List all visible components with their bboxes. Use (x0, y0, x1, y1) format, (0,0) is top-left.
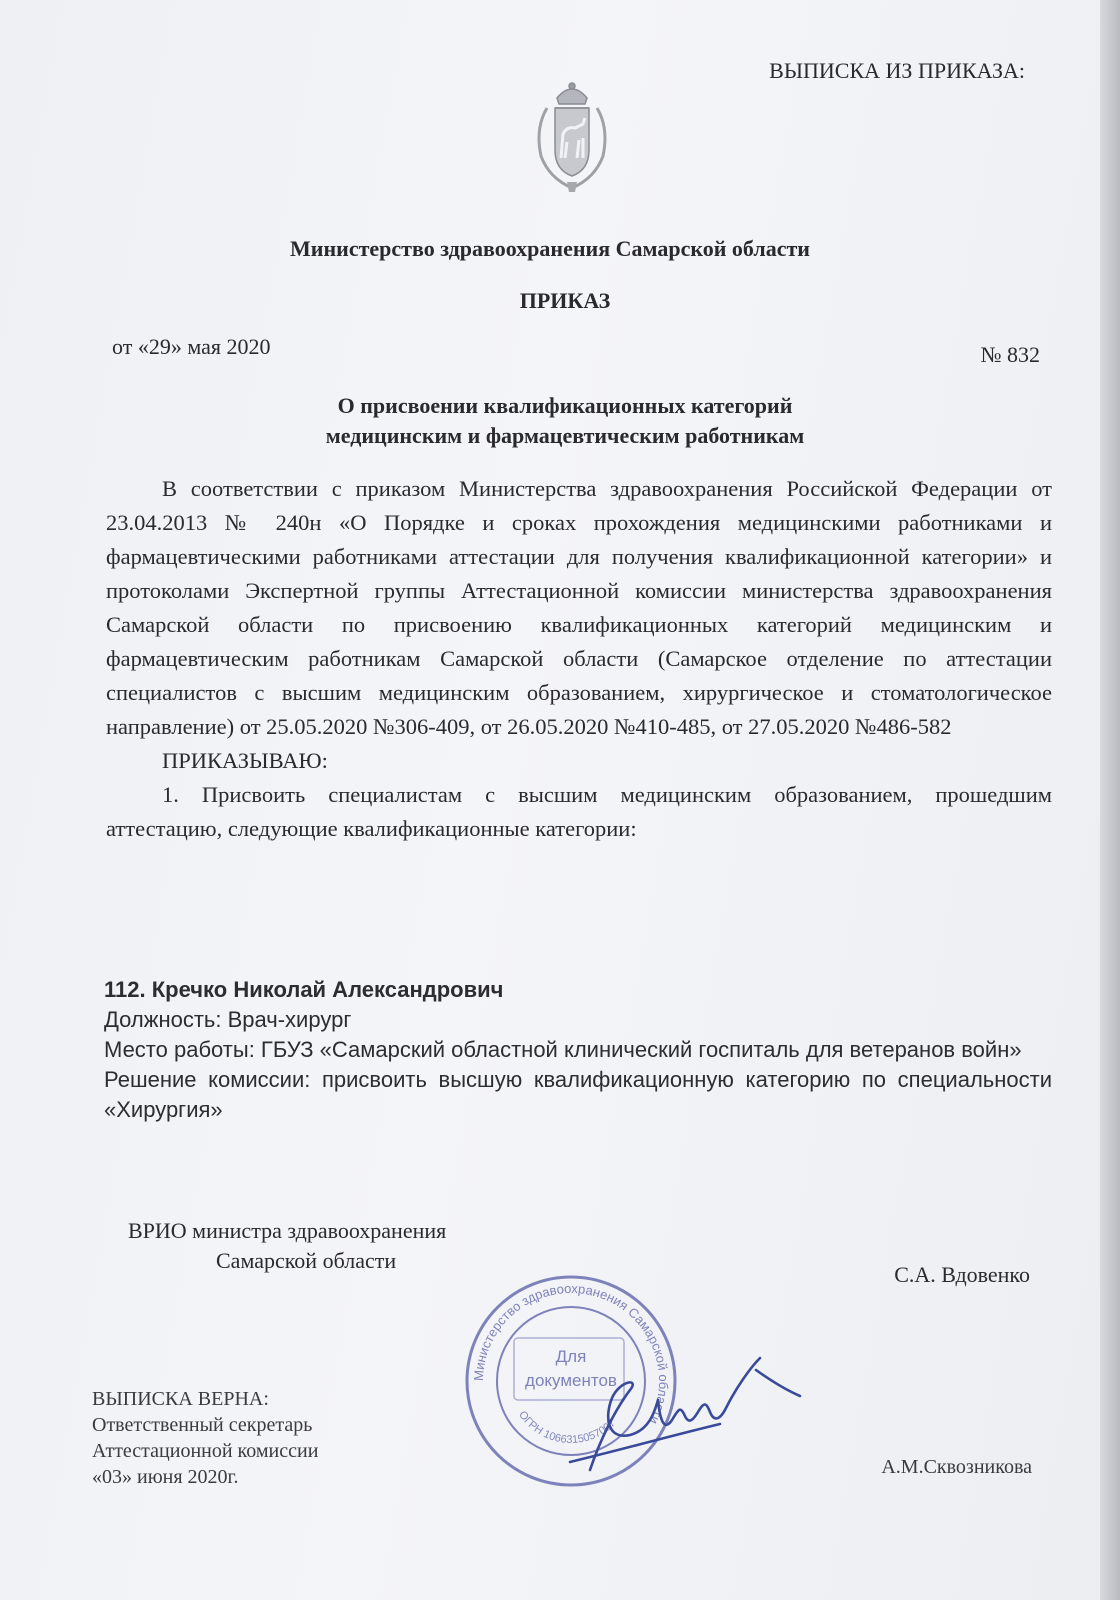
signatory-title-line: ВРИО министра здравоохранения (128, 1218, 447, 1243)
page-edge (1100, 0, 1120, 1600)
verification-line: ВЫПИСКА ВЕРНА: (92, 1388, 269, 1410)
order-body (106, 472, 1052, 846)
verification-block (92, 1386, 318, 1490)
secretary-name: А.М.Сквозникова (881, 1456, 1032, 1478)
verification-line: Ответственный секретарь (92, 1414, 313, 1436)
signatory-title (128, 1216, 446, 1276)
order-subject (0, 391, 1120, 451)
subject-line: медицинским и фармацевтическим работникам (325, 423, 805, 448)
signature-icon (560, 1340, 810, 1480)
signatory-title-line: Самарской области (216, 1248, 397, 1273)
item-1: 1. Присвоить специалистам с высшим медицинским образованием, прошедшим аттестацию, следующие квалификационные категории: (106, 782, 1052, 841)
verification-line: Аттестационной комиссии (92, 1440, 319, 1462)
stamp-center-line: документов (525, 1371, 617, 1390)
commission-decision: Решение комиссии: присвоить высшую квалификационную категорию по специальности «Хирургия» (104, 1067, 1052, 1122)
preamble-paragraph: В соответствии с приказом Министерства здравоохранения Российской Федерации от 23.04.2013 № 240н «О Порядке и сроках прохождения медицинскими работниками и фармацевтическими работниками аттестации для получения квалификационной категории» и протоколами Экспертной группы Аттестационной комиссии министерства здравоохранения Самарской области по присвоению квалификационных категорий медицинским и фармацевтическим работникам Самарской области (Самарское отделение по аттестации специалистов с высшим медицинским образованием, хирургическое и стоматологическое направление) от 25.05.2020 №306-409, от 26.05.2020 №410-485, от 27.05.2020 №486-582 (106, 476, 1052, 739)
stamp-center-line: Для (555, 1347, 587, 1366)
order-word: ПРИКАЗЫВАЮ: (162, 748, 328, 773)
ministry-name: Министерство здравоохранения Самарской области (290, 236, 810, 261)
extract-label: ВЫПИСКА ИЗ ПРИКАЗА: (769, 58, 1025, 83)
verification-date: «03» июня 2020г. (92, 1466, 239, 1488)
subject-line: О присвоении квалификационных категорий (337, 393, 793, 418)
order-number: № 832 (980, 342, 1040, 367)
specialist-record (104, 975, 1052, 1125)
stamp-ring-text: Министерство здравоохранения Самарской области (470, 1280, 672, 1427)
specialist-position: Должность: Врач-хирург (104, 1007, 352, 1032)
signatory-name: С.А. Вдовенко (894, 1262, 1030, 1287)
coat-of-arms-icon (527, 78, 617, 196)
order-date: от «29» мая 2020 (112, 334, 271, 359)
specialist-workplace: Место работы: ГБУЗ «Самарский областной клинический госпиталь для ветеранов войн» (104, 1037, 1022, 1062)
document-type: ПРИКАЗ (519, 288, 611, 313)
stamp-ogrn: ОГРН 1066315057007 (516, 1408, 619, 1447)
specialist-name: 112. Кречко Николай Александрович (104, 977, 504, 1002)
